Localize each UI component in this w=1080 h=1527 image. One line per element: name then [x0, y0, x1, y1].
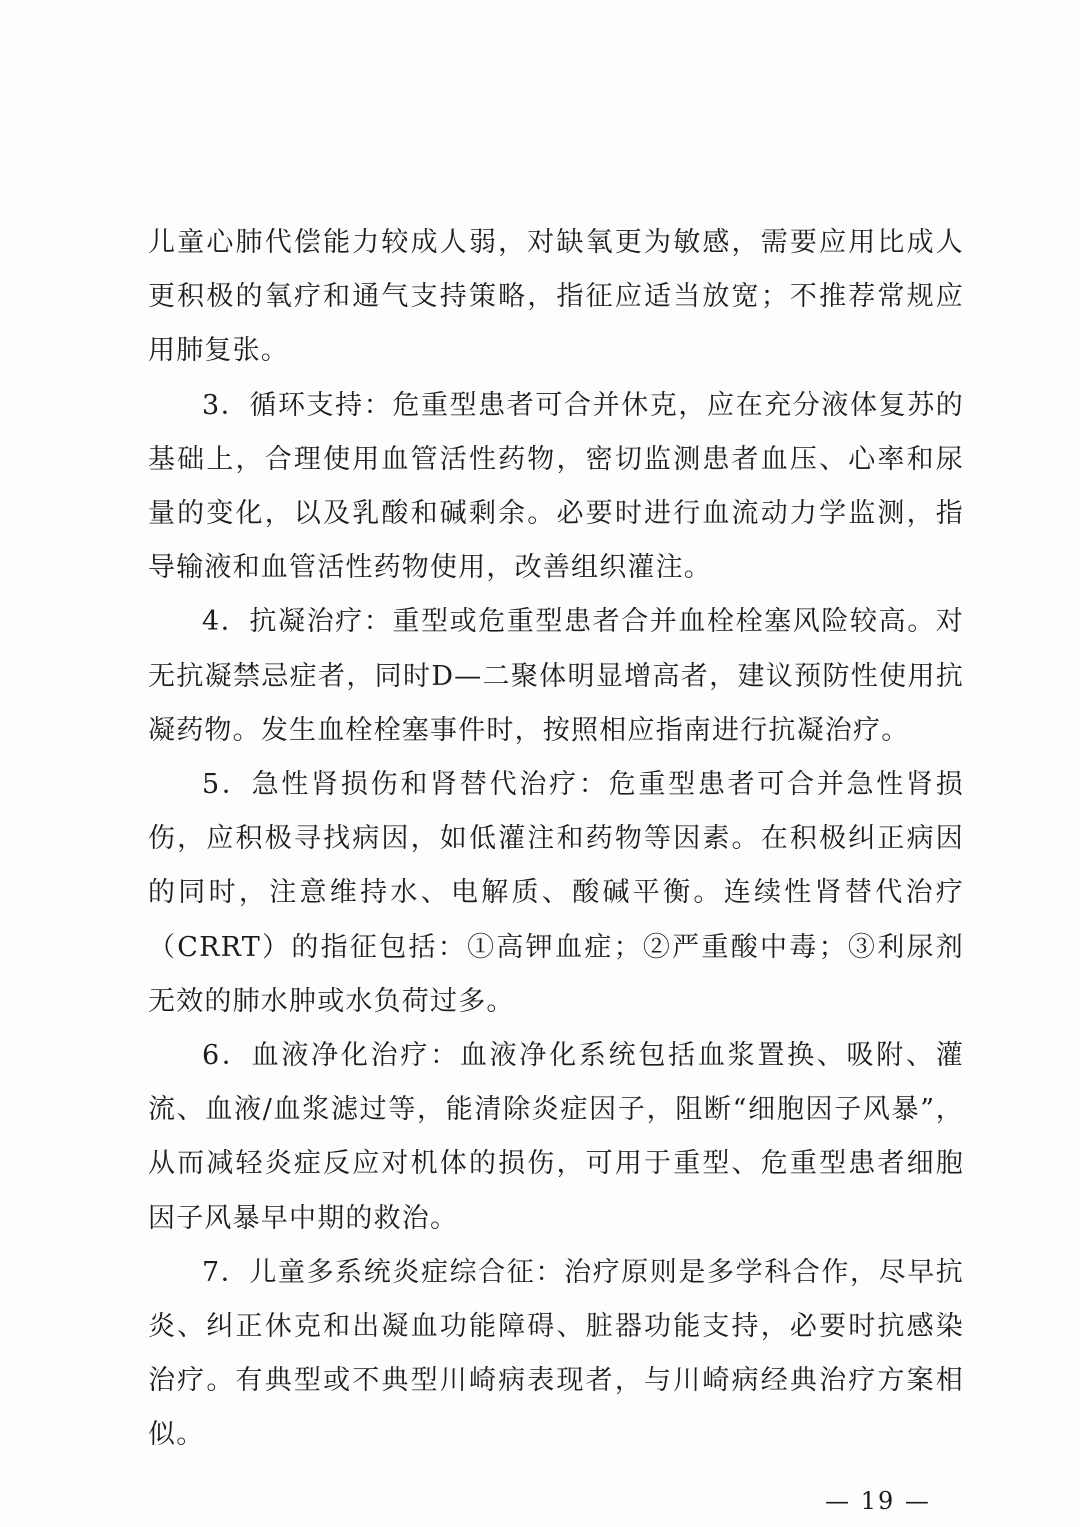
paragraph-circulatory-support: 3．循环支持：危重型患者可合并休克，应在充分液体复苏的基础上，合理使用血管活性药物，密切监测患者血压、心率和尿量的变化，以及乳酸和碱剩余。必要时进行血流动力学监测，指导输液和血管活性药物使用，改善组织灌注。 — [148, 389, 964, 584]
paragraph-continuation: 儿童心肺代偿能力较成人弱，对缺氧更为敏感，需要应用比成人更积极的氧疗和通气支持策略，指征应适当放宽；不推荐常规应用肺复张。 — [148, 227, 964, 367]
paragraph-acute-kidney-injury: 5．急性肾损伤和肾替代治疗：危重型患者可合并急性肾损伤，应积极寻找病因，如低灌注和药物等因素。在积极纠正病因的同时，注意维持水、电解质、酸碱平衡。连续性肾替代治疗（CRRT）的指征包括：①高钾血症；②严重酸中毒；③利尿剂无效的肺水肿或水负荷过多。 — [148, 769, 964, 1017]
page-number: — 19 — — [825, 1487, 931, 1515]
paragraph-mis-c: 7．儿童多系统炎症综合征：治疗原则是多学科合作，尽早抗炎、纠正休克和出凝血功能障碍、脏器功能支持，必要时抗感染治疗。有典型或不典型川崎病表现者，与川崎病经典治疗方案相似。 — [148, 1256, 964, 1451]
paragraph-anticoagulation: 4．抗凝治疗：重型或危重型患者合并血栓栓塞风险较高。对无抗凝禁忌症者，同时D—二聚体明显增高者，建议预防性使用抗凝药物。发生血栓栓塞事件时，按照相应指南进行抗凝治疗。 — [148, 606, 964, 746]
paragraph-blood-purification: 6．血液净化治疗：血液净化系统包括血浆置换、吸附、灌流、血液/血浆滤过等，能清除炎症因子，阻断“细胞因子风暴”，从而减轻炎症反应对机体的损伤，可用于重型、危重型患者细胞因子风暴早中期的救治。 — [148, 1040, 964, 1234]
body-text — [148, 216, 964, 1463]
